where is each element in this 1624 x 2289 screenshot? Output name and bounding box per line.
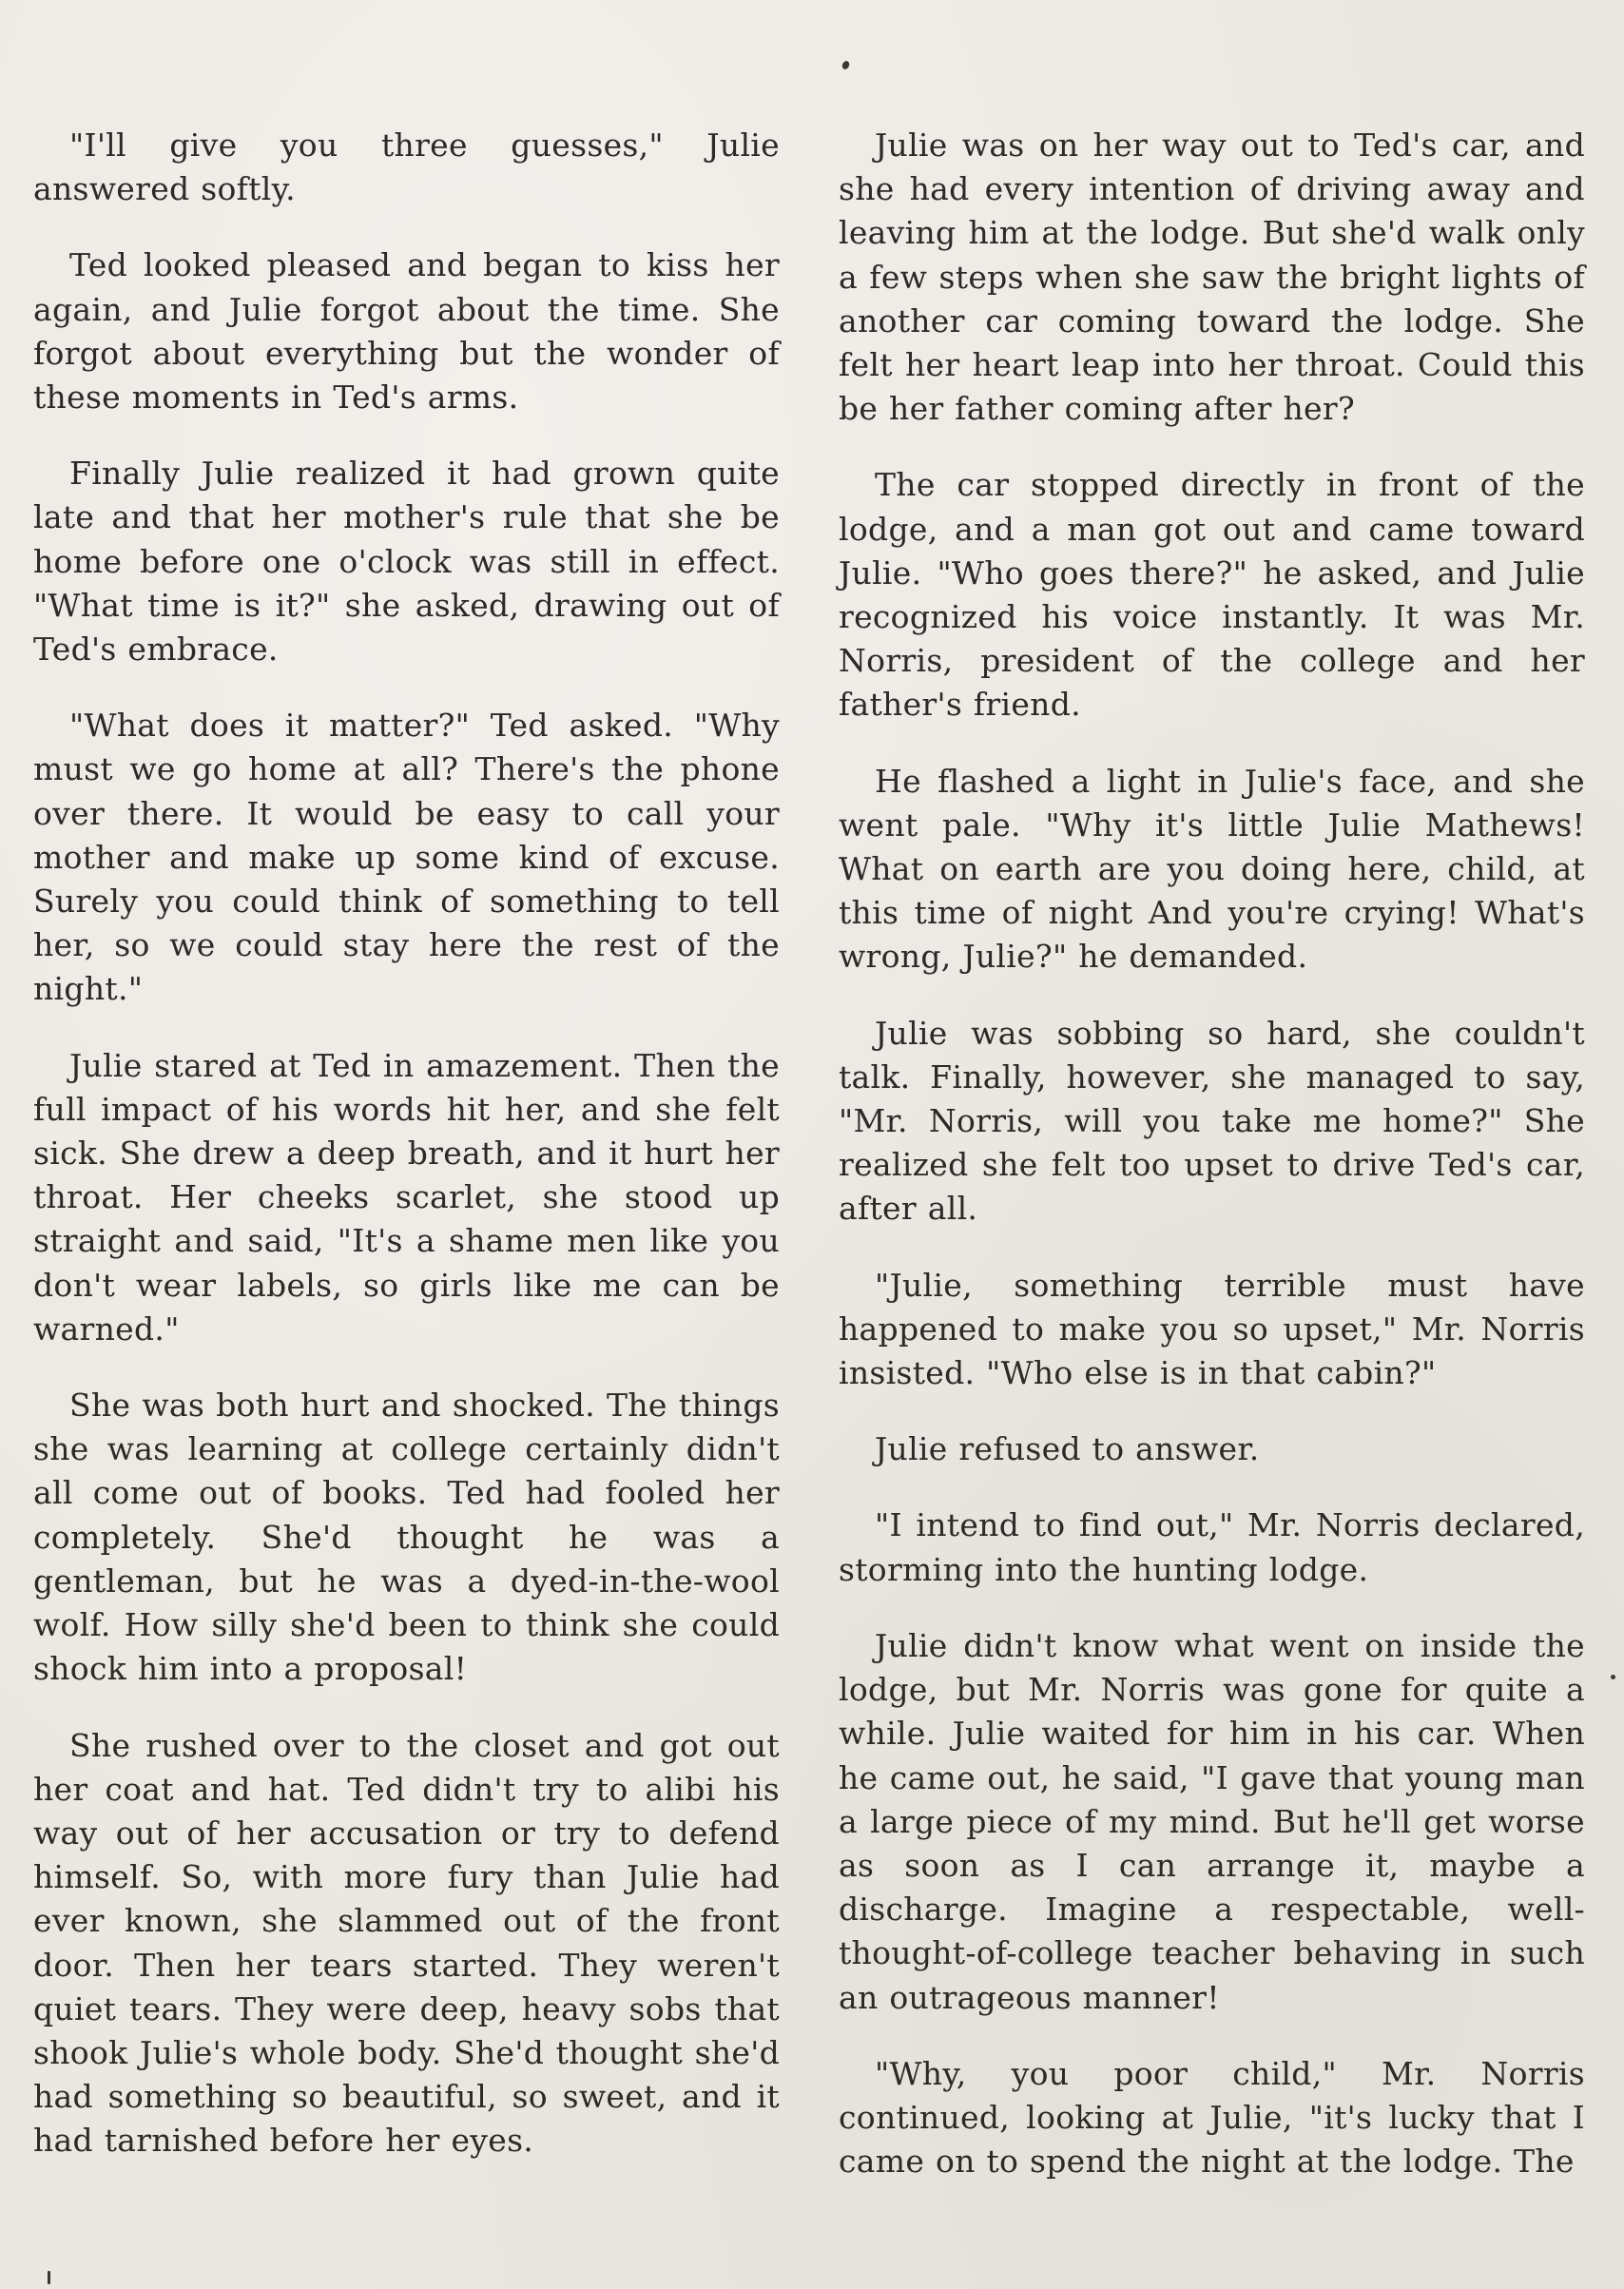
paragraph: Julie stared at Ted in amazement. Then the full impact of his words hit her, and she felt sick. She drew a deep breath, and it hurt her throat. Her cheeks scarlet, she stood up straight and said, "It's a shame men like you don't wear labels, so girls like me can be warned." bbox=[33, 1046, 780, 1348]
paragraph: Julie was sobbing so hard, she couldn't talk. Finally, however, she managed to say, "Mr. Norris, will you take me home?" She realized she felt too upset to drive Ted's car, after all. bbox=[839, 1014, 1585, 1228]
ink-speck bbox=[1611, 1675, 1615, 1679]
paragraph: Julie was on her way out to Ted's car, and she had every intention of driving away and leaving him at the lodge. But she'd walk only a few steps when she saw the bright lights of another car coming toward the lodge. She felt her heart leap into her throat. Could this be her father coming after her? bbox=[839, 126, 1585, 428]
paragraph: Finally Julie realized it had grown quite late and that her mother's rule that she be home before one o'clock was still in effect. "What time is it?" she asked, drawing out of Ted's embrace. bbox=[33, 455, 780, 669]
paragraph: Ted looked pleased and began to kiss her again, and Julie forgot about the time. She forgot about everything but the wonder of these moments in Ted's arms. bbox=[33, 246, 780, 417]
paragraph: He flashed a light in Julie's face, and she went pale. "Why it's little Julie Mathews! What on earth are you doing here, child, at this time of night And you're crying! What's wrong, Julie?" he demanded. bbox=[839, 762, 1585, 976]
paragraph: Julie refused to answer. bbox=[875, 1430, 1260, 1468]
ink-speck bbox=[48, 2271, 50, 2284]
paragraph: "I intend to find out," Mr. Norris declared, storming into the hunting lodge. bbox=[839, 1506, 1585, 1588]
right-text-column bbox=[839, 124, 1585, 2183]
ink-speck bbox=[841, 60, 850, 70]
paragraph: She rushed over to the closet and got out her coat and hat. Ted didn't try to alibi his way out of her accusation or try to defend himself. So, with more fury than Julie had ever known, she slammed out of the front door. Then her tears started. They weren't quiet tears. They were deep, heavy sobs that shook Julie's whole body. She'd thought she'd had something so beautiful, so sweet, and it had tarnished before her eyes. bbox=[33, 1726, 780, 2160]
paragraph: "What does it matter?" Ted asked. "Why must we go home at all? There's the phone over there. It would be easy to call your mother and make up some kind of excuse. Surely you could think of something to tell her, so we could stay here the rest of the night." bbox=[33, 707, 780, 1008]
paragraph: Julie didn't know what went on inside the lodge, but Mr. Norris was gone for quite a while. Julie waited for him in his car. When he came out, he said, "I gave that young man a large piece of my mind. But he'll get worse as soon as I can arrange it, maybe a discharge. Imagine a respectable, well-thought-of-college teacher behaving in such an outrageous manner! bbox=[839, 1626, 1585, 2016]
paragraph: The car stopped directly in front of the lodge, and a man got out and came toward Julie. "Who goes there?" he asked, and Julie recognized his voice instantly. It was Mr. Norris, president of the college and her father's friend. bbox=[839, 466, 1585, 724]
left-text-column bbox=[33, 124, 780, 2163]
paragraph: "I'll give you three guesses," Julie answered softly. bbox=[33, 126, 780, 208]
paragraph: She was both hurt and shocked. The things she was learning at college certainly didn't all come out of books. Ted had fooled her completely. She'd thought he was a gentleman, but he was a dyed-in-the-wool wolf. How silly she'd been to think she could shock him into a proposal! bbox=[33, 1387, 780, 1688]
paragraph: "Julie, something terrible must have happened to make you so upset," Mr. Norris insisted. "Who else is in that cabin?" bbox=[839, 1266, 1585, 1392]
paragraph: "Why, you poor child," Mr. Norris continued, looking at Julie, "it's lucky that I came on to spend the night at the lodge. The bbox=[839, 2054, 1585, 2181]
